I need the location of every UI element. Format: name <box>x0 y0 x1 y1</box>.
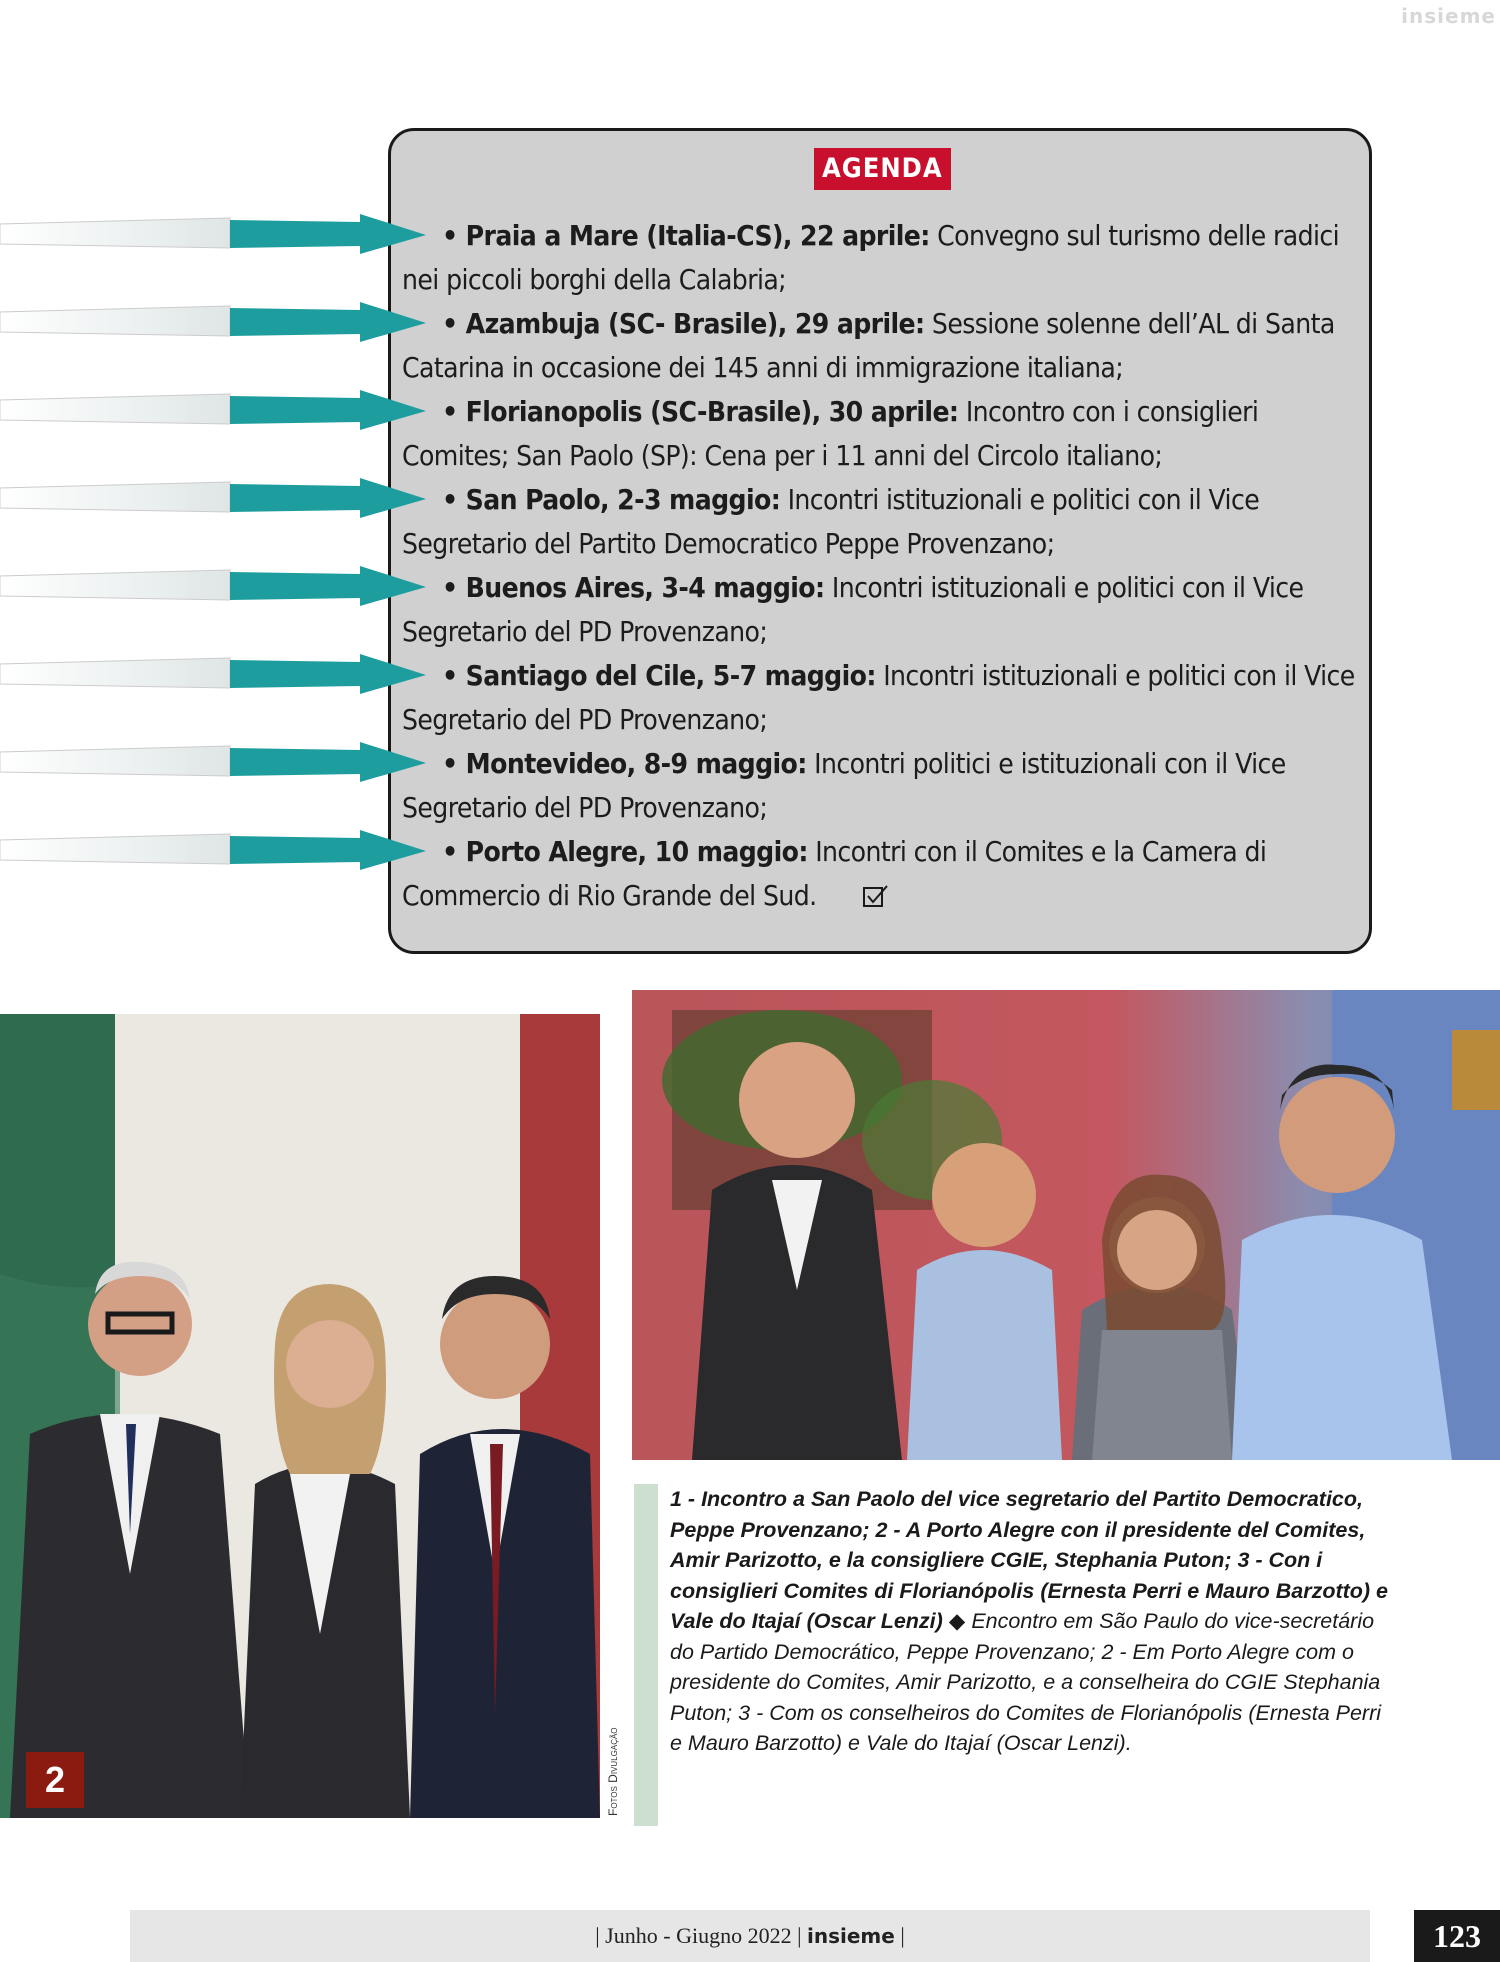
agenda-item-place: • Azambuja (SC- Brasile), 29 aprile: <box>442 307 925 340</box>
photo-group-three-people <box>0 1014 600 1818</box>
caption-italian: 1 - Incontro a San Paolo del vice segretario del Partito Democratico, Peppe Provenzano; 2 - A Porto Alegre con il presidente del Comites, Amir Parizotto, e la consigliere CGIE, Stephania Puton; 3 - Con i consiglieri Comites di Florianópolis (Ernesta Perri e Mauro Barzotto) e Vale do Itajaí (Oscar Lenzi) <box>670 1487 1388 1633</box>
photo-caption <box>670 1484 1390 1759</box>
agenda-item-text: Incontri istituzionali e politici con il Vice Segretario del Partito Democratico Peppe Provenzano; <box>402 483 1260 560</box>
agenda-item-place: • San Paolo, 2-3 maggio: <box>442 483 781 516</box>
agenda-item <box>402 214 1362 302</box>
agenda-item <box>402 830 1362 918</box>
agenda-item-place: • Porto Alegre, 10 maggio: <box>442 835 808 868</box>
arrow-icon <box>0 742 430 784</box>
agenda-item <box>402 566 1362 654</box>
agenda-list <box>402 214 1362 918</box>
agenda-item <box>402 302 1362 390</box>
photo-credit: Fotos Divulgação <box>606 1727 620 1816</box>
arrow-icon <box>0 566 430 608</box>
caption-portuguese: Encontro em São Paulo do vice-secretário do Partido Democrático, Peppe Provenzano; 2 - Em Porto Alegre com o presidente do Comites, Amir Parizotto, e a conselheira do CGIE Stephania Puton; 3 - Com os conselheiros do Comites de Florianópolis (Ernesta Perri e Mauro Barzotto) e Vale do Itajaí (Oscar Lenzi). <box>670 1609 1382 1755</box>
agenda-item-text: Convegno sul turismo delle radici nei piccoli borghi della Calabria; <box>402 219 1340 296</box>
page-number: 123 <box>1414 1910 1500 1962</box>
agenda-item-text: Incontri istituzionali e politici con il Vice Segretario del PD Provenzano; <box>402 571 1304 648</box>
masthead-logo: insieme <box>1401 4 1496 28</box>
photo-group-four-people <box>632 990 1500 1460</box>
footer-text <box>130 1910 1370 1962</box>
caption-separator: ◆ <box>942 1609 972 1633</box>
agenda-item-place: • Praia a Mare (Italia-CS), 22 aprile: <box>442 219 930 252</box>
agenda-item <box>402 654 1362 742</box>
arrow-icon <box>0 478 430 520</box>
arrow-icon <box>0 302 430 344</box>
checkbox-icon <box>823 877 889 918</box>
agenda-item-text: Incontri politici e istituzionali con il Vice Segretario del PD Provenzano; <box>402 747 1286 824</box>
arrow-icon <box>0 654 430 696</box>
footer-magazine-name: insieme <box>806 1924 895 1948</box>
agenda-item-place: • Montevideo, 8-9 maggio: <box>442 747 807 780</box>
agenda-item-text: Incontri istituzionali e politici con il Vice Segretario del PD Provenzano; <box>402 659 1355 736</box>
agenda-title: AGENDA <box>814 148 951 190</box>
footer-date: | Junho - Giugno 2022 | <box>595 1923 807 1948</box>
arrow-icon <box>0 830 430 872</box>
footer-suffix: | <box>894 1923 905 1948</box>
agenda-item-text: Incontro con i consiglieri Comites; San Paolo (SP): Cena per i 11 anni del Circolo italiano; <box>402 395 1259 472</box>
agenda-item-text: Sessione solenne dell’AL di Santa Catarina in occasione dei 145 anni di immigrazione italiana; <box>402 307 1335 384</box>
agenda-item <box>402 390 1362 478</box>
arrow-icon <box>0 390 430 432</box>
agenda-item <box>402 742 1362 830</box>
arrow-icon <box>0 214 430 256</box>
photo-number-badge: 2 <box>26 1752 84 1808</box>
agenda-item-place: • Buenos Aires, 3-4 maggio: <box>442 571 825 604</box>
agenda-item-place: • Florianopolis (SC-Brasile), 30 aprile: <box>442 395 959 428</box>
agenda-item <box>402 478 1362 566</box>
caption-accent-bar <box>634 1484 658 1826</box>
agenda-item-place: • Santiago del Cile, 5-7 maggio: <box>442 659 876 692</box>
agenda-item-text: Incontri con il Comites e la Camera di Commercio di Rio Grande del Sud. <box>402 835 1267 912</box>
